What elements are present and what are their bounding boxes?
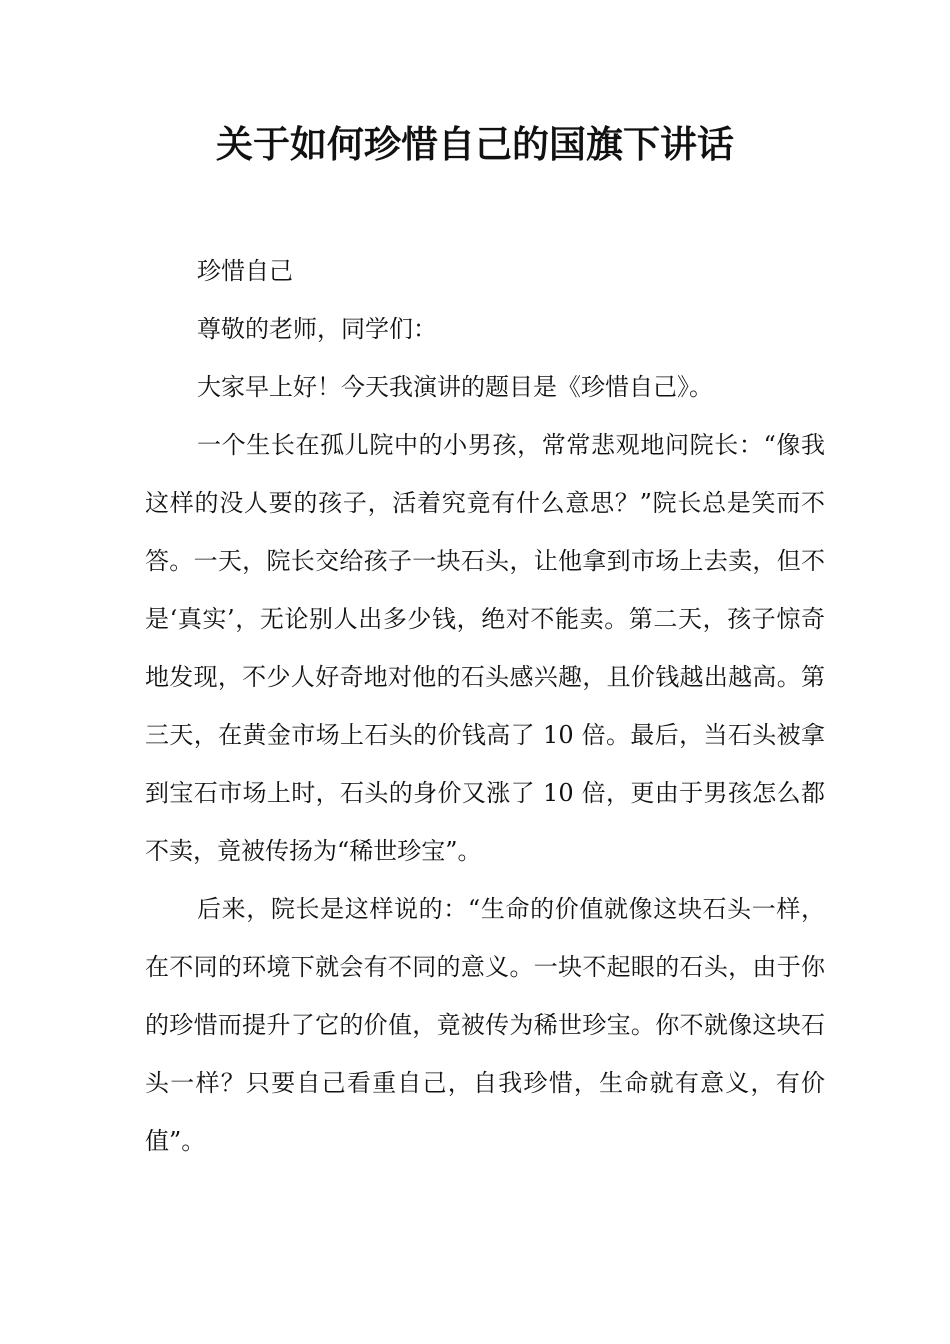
document-body xyxy=(145,242,825,1170)
document-title: 关于如何珍惜自己的国旗下讲话 xyxy=(216,122,734,166)
paragraph-greeting: 尊敬的老师，同学们： xyxy=(197,315,437,343)
paragraph-opening: 大家早上好！今天我演讲的题目是《珍惜自己》。 xyxy=(197,373,713,401)
paragraph-story: 一个生长在孤儿院中的小男孩，常常悲观地问院长：“像我这样的没人要的孩子，活着究竟有什么意思？”院长总是笑而不答。一天，院长交给孩子一块石头，让他拿到市场上去卖，但不是‘真实’，无论别人出多少钱，绝对不能卖。第二天，孩子惊奇地发现，不少人好奇地对他的石头感兴趣，且价钱越出越高。第三天，在黄金市场上石头的价钱高了 10 倍。最后，当石头被拿到宝石市场上时，石头的身价又涨了 10 倍，更由于男孩怎么都不卖，竟被传扬为“稀世珍宝”。 xyxy=(145,431,825,865)
paragraph-subtitle: 珍惜自己 xyxy=(197,257,293,285)
paragraph-moral: 后来，院长是这样说的：“生命的价值就像这块石头一样，在不同的环境下就会有不同的意义。一块不起眼的石头，由于你的珍惜而提升了它的价值，竟被传为稀世珍宝。你不就像这块石头一样？只要自己看重自己，自我珍惜，生命就有意义，有价值”。 xyxy=(145,895,825,1155)
